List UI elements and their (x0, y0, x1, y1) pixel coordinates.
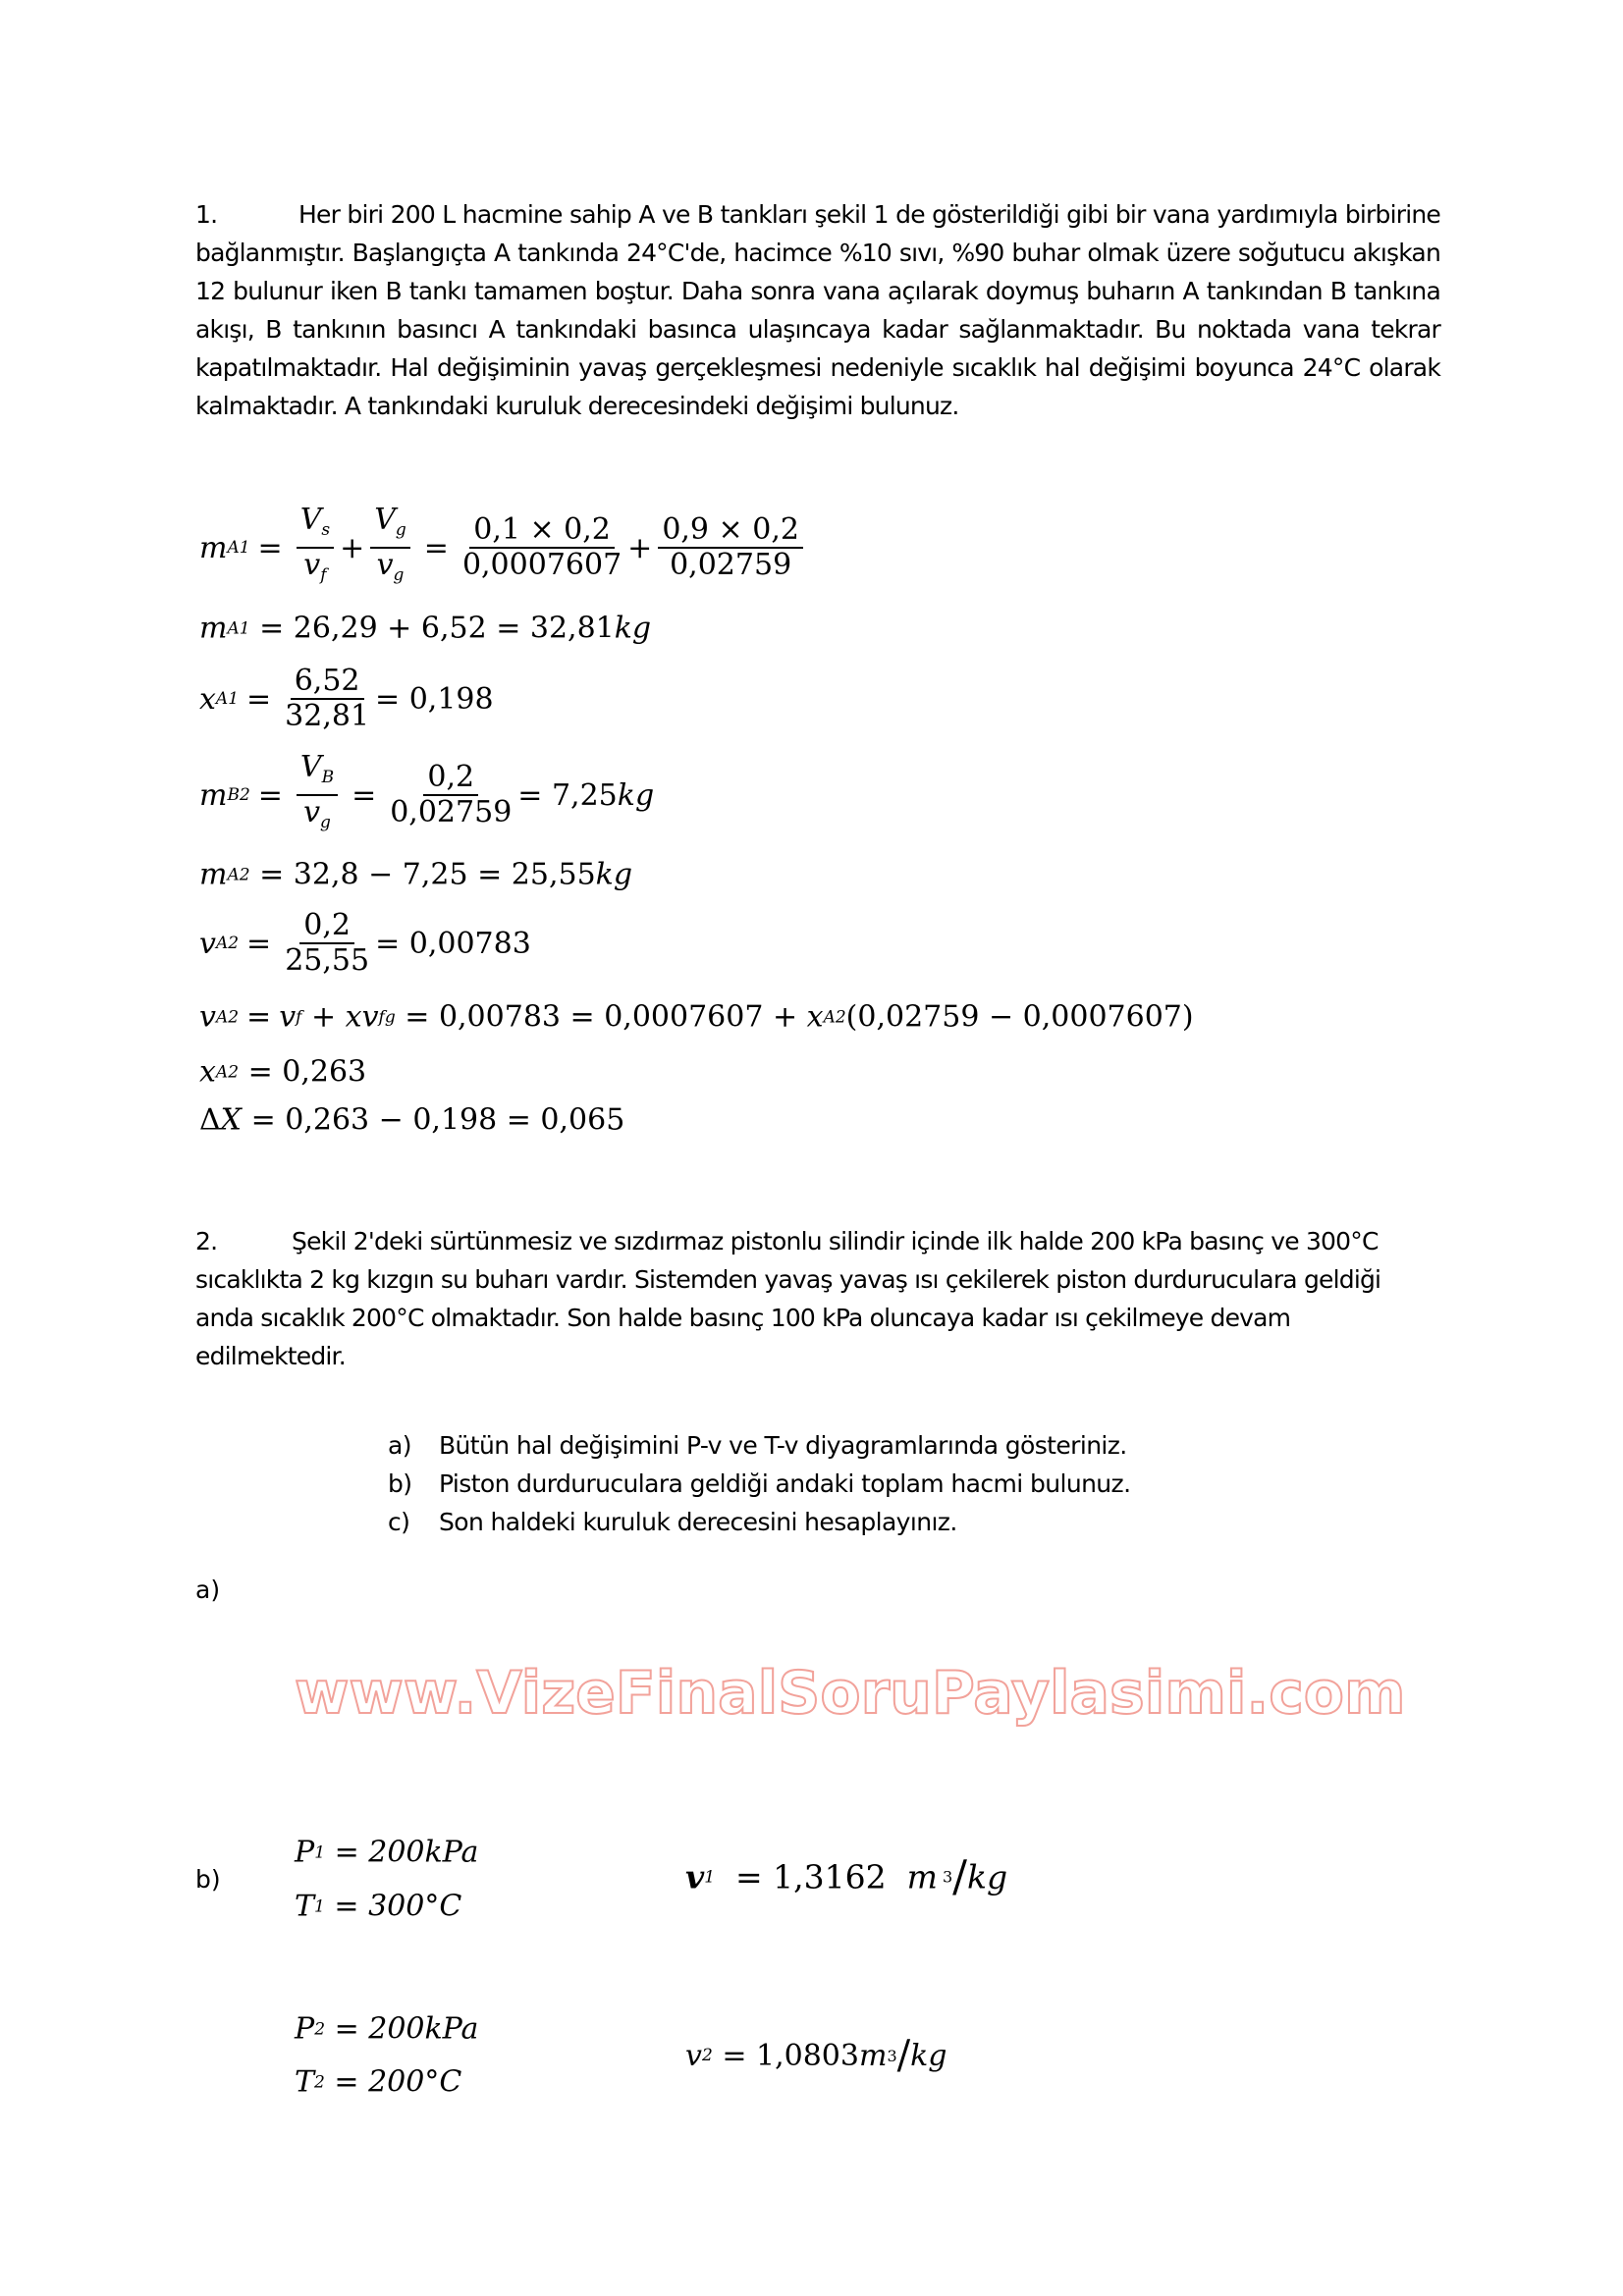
equation-mA1-result: m A1 = 26,29 + 6,52 = 32,81 kg (199, 611, 652, 646)
equation-P2: P 2 = 200kPa (295, 2011, 479, 2047)
problem-2-number: 2. (195, 1227, 218, 1255)
equation-delta-x: Δ X = 0,263 − 0,198 = 0,065 (199, 1102, 625, 1138)
equation-vA2-quality: v A2 = v f + xv fg = 0,00783 = 0,0007607 + x A2 (0,02759 − 0,0007607) (199, 999, 1194, 1035)
problem-1-text: 1. Her biri 200 L hacmine sahip A ve B tankları şekil 1 de gösterildiği gibi bir vana yardımıyla birbirine bağlanmıştır. Başlangıçta A tankında 24°C'de, hacimce %10 sıvı, %90 buhar olmak üzere soğutucu akışkan 12 bulunur iken B tankı tamamen boştur. Daha sonra vana açılarak doymuş buharın A tankından B tankına akışı, B tankının basıncı A tankındaki basınca ulaşıncaya kadar sağlanmaktadır. Bu noktada vana tekrar kapatılmaktadır. Hal değişiminin yavaş gerçekleşmesi nedeniyle sıcaklık hal değişimi boyunca 24°C olarak kalmaktadır. A tankındaki kuruluk derecesindeki değişimi bulunuz. (195, 195, 1440, 425)
equation-T2: T 2 = 200°C (295, 2064, 462, 2100)
equation-T1: T 1 = 300°C (295, 1889, 462, 1924)
equation-vA2: v A2 = $\frac{0,2}{25,55}$ = 0,00783 (199, 908, 531, 978)
equation-mA2: m A2 = 32,8 − 7,25 = 25,55 kg (199, 857, 633, 892)
equation-xA2: x A2 = 0,263 (199, 1054, 367, 1090)
question-item-a: a) Bütün hal değişimini P-v ve T-v diyagramlarında gösteriniz. (388, 1431, 1127, 1460)
problem-1-number: 1. (195, 200, 218, 229)
answer-b-label: b) (195, 1865, 221, 1894)
equation-mA1: m A1 = $\frac{V_s}{v_f}$ + $\frac{V_g}{v_g}$ = $\frac{0,1 \times 0,2}{0,0007607}$ + $\frac{0,9 \times 0,2}{0,02759}$ (199, 504, 809, 592)
answer-a-label: a) (195, 1575, 221, 1604)
equation-v1: v 1 = 1,3162 m 3 / kg (685, 1851, 1008, 1902)
problem-2-text: 2. Şekil 2'deki sürtünmesiz ve sızdırmaz pistonlu silindir içinde ilk halde 200 kPa basınç ve 300°C sıcaklıkta 2 kg kızgın su buharı vardır. Sistemden yavaş yavaş ısı çekilerek piston durduruculara geldiği anda sıcaklık 200°C olmaktadır. Son halde basınç 100 kPa oluncaya kadar ısı çekilmeye devam edilmektedir. (195, 1222, 1440, 1375)
equation-xA1: x A1 = $\frac{6,52}{32,81}$ = 0,198 (199, 664, 494, 733)
watermark: www.VizeFinalSoruPaylasimi.com (295, 1659, 1406, 1728)
question-item-c: c) Son haldeki kuruluk derecesini hesaplayınız. (388, 1508, 957, 1536)
equation-mB2: m B2 = $\frac{V_B}{v_g}$ = $\frac{0,2}{0,02759}$ = 7,25 kg (199, 750, 655, 832)
equation-P1: P 1 = 200kPa (295, 1835, 479, 1870)
question-item-b: b) Piston durduruculara geldiği andaki toplam hacmi bulunuz. (388, 1469, 1131, 1498)
equation-v2: v 2 = 1,0803 m 3 / kg (685, 2033, 947, 2078)
